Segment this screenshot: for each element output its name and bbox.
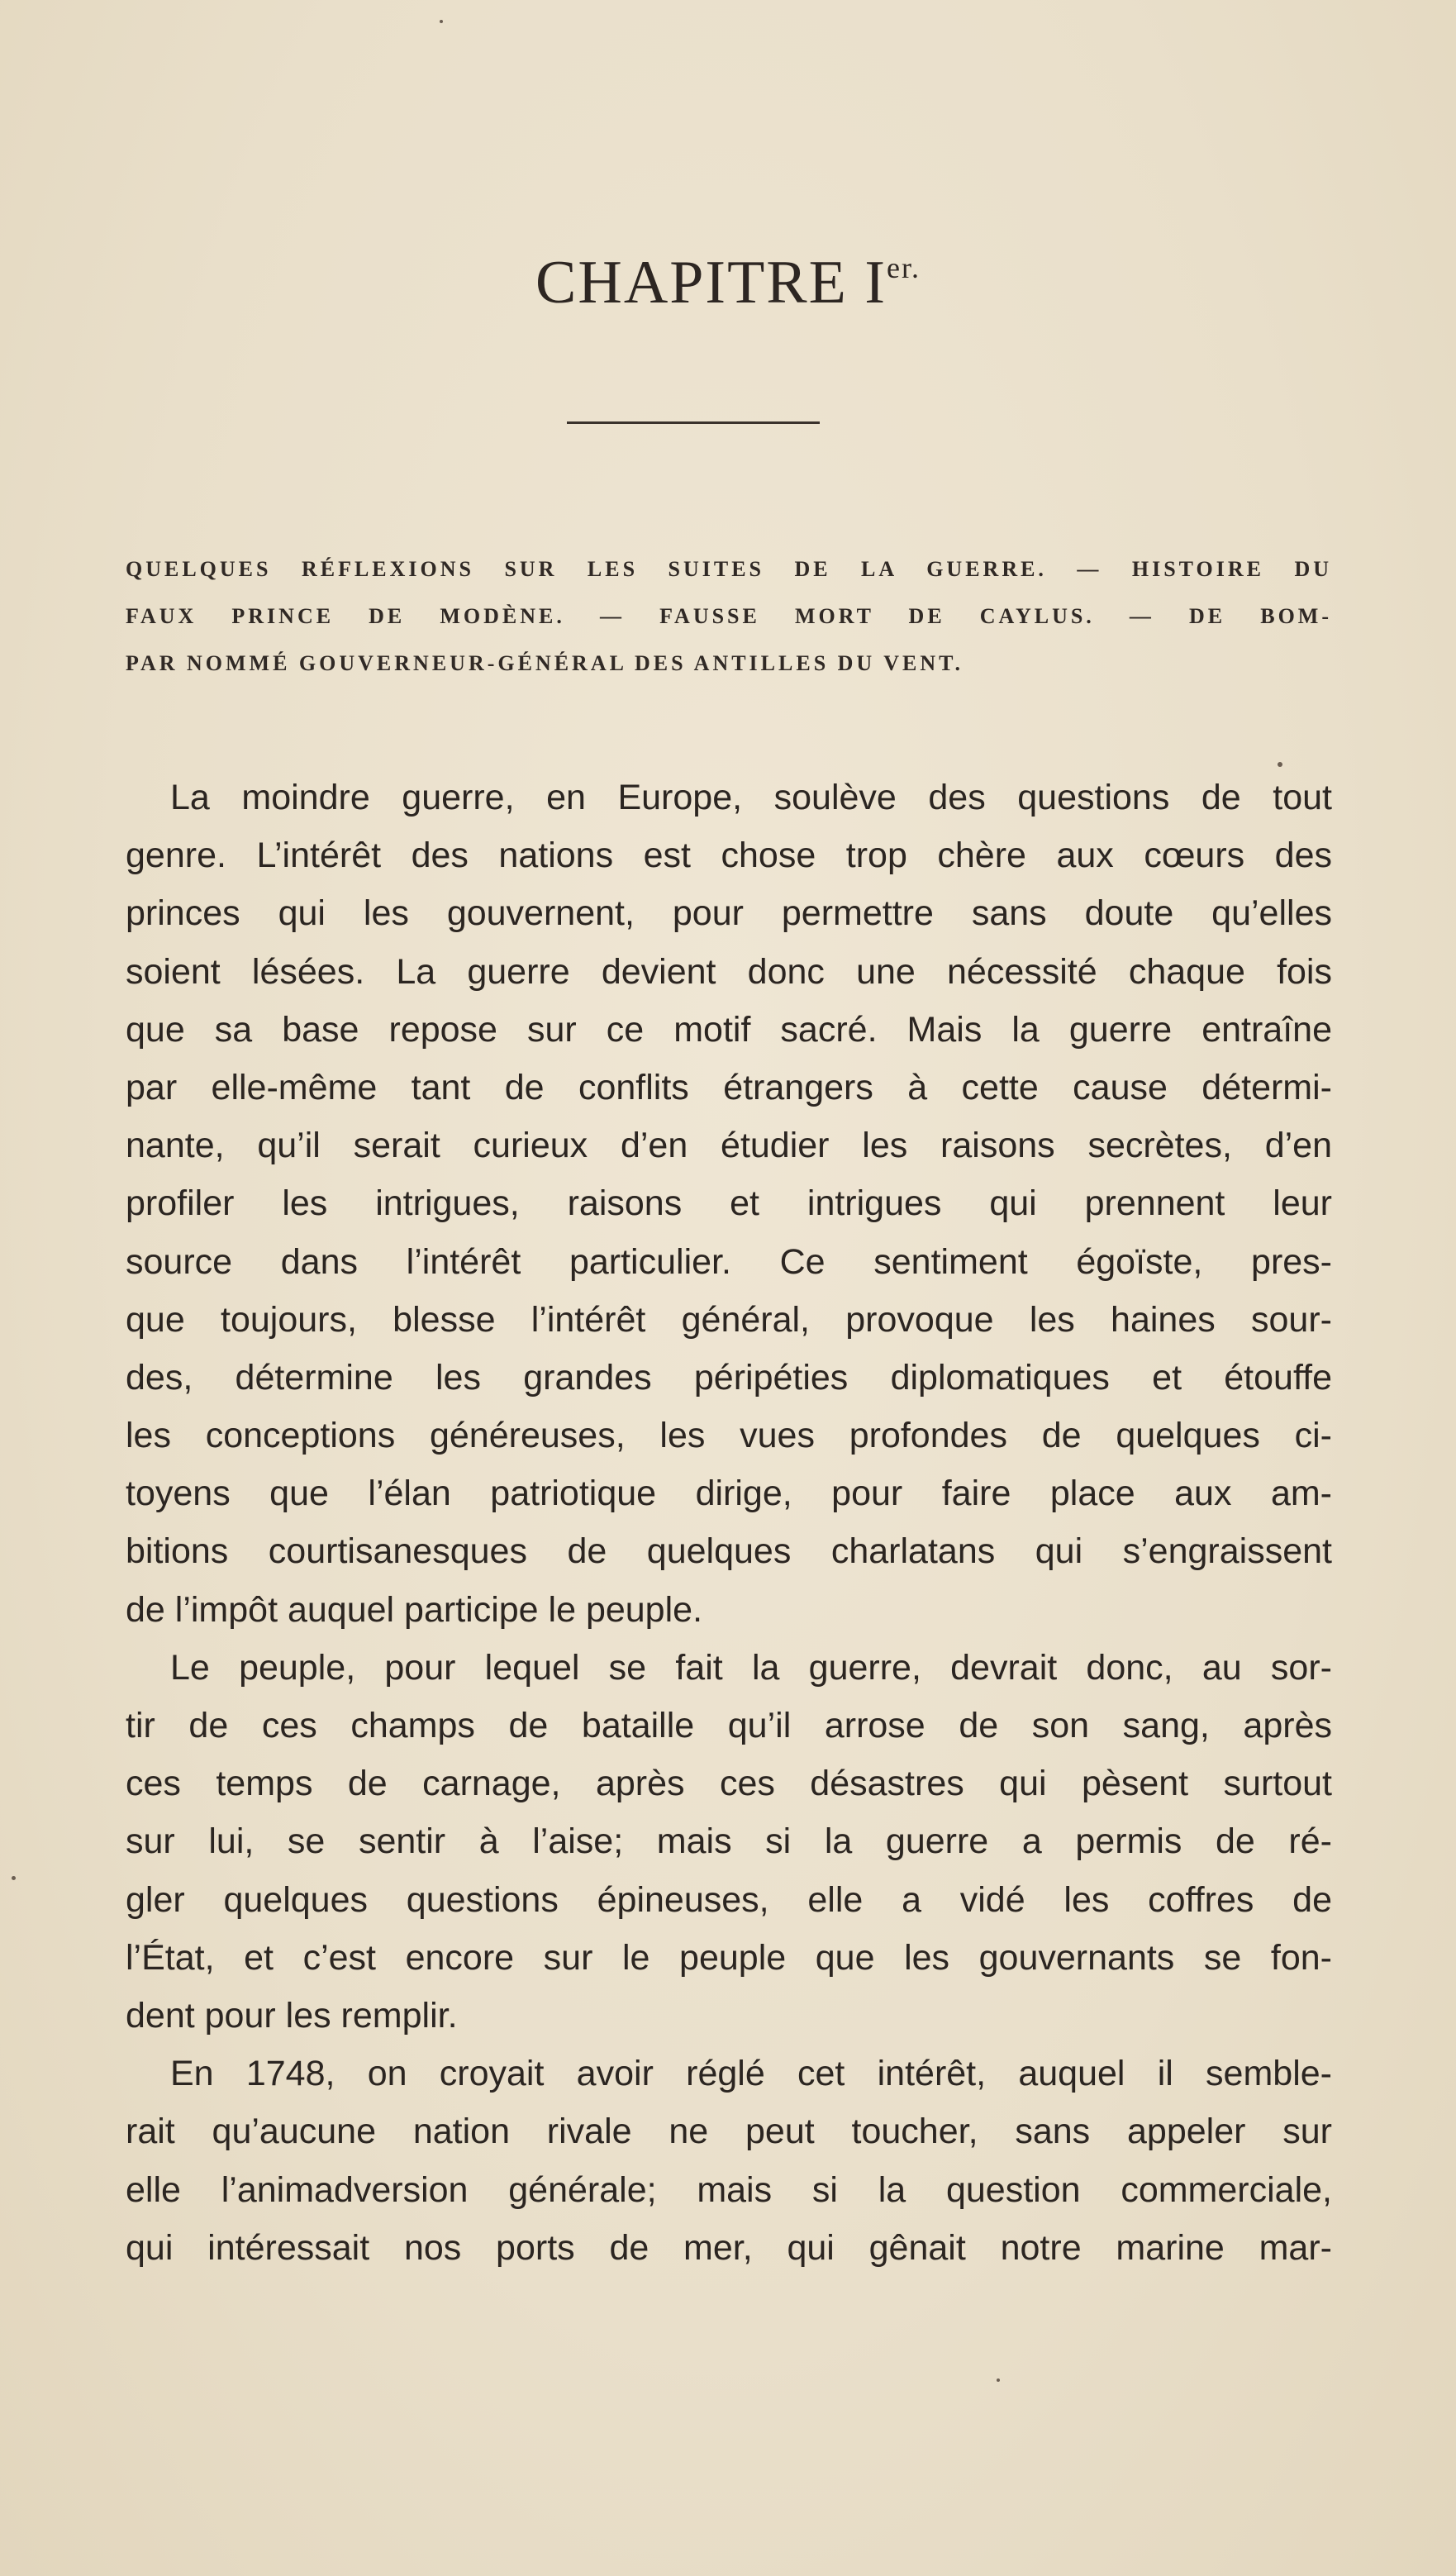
text-line: profiler les intrigues, raisons et intrigues qui prennent leur	[126, 1183, 1332, 1224]
text-line: toyens que l’élan patriotique dirige, pour faire place aux am-	[126, 1474, 1332, 1514]
chapter-body	[126, 769, 1332, 2277]
text-line: dent pour les remplir.	[126, 1995, 458, 2036]
text-line: sur lui, se sentir à l’aise; mais si la guerre a permis de ré-	[126, 1821, 1332, 1862]
text-line: La moindre guerre, en Europe, soulève des questions de tout	[170, 778, 1332, 817]
text-line: qui intéressait nos ports de mer, qui gênait notre marine mar-	[126, 2227, 1332, 2268]
text-line: bitions courtisanesques de quelques charlatans qui s’engraissent	[126, 1531, 1332, 1572]
text-line: les conceptions généreuses, les vues profondes de quelques ci-	[126, 1416, 1332, 1456]
text-line: En 1748, on croyait avoir réglé cet intérêt, auquel il semble-	[170, 2054, 1332, 2094]
text-line: elle l’animadversion générale; mais si la question commerciale,	[126, 2169, 1332, 2210]
text-line: gler quelques questions épineuses, elle a vidé les coffres de	[126, 1879, 1332, 1920]
paper-speck	[440, 20, 443, 23]
text-line: l’État, et c’est encore sur le peuple que les gouvernants se fon-	[126, 1937, 1332, 1978]
chapter-title-text: CHAPITRE I	[535, 249, 887, 317]
text-line: soient lésées. La guerre devient donc une nécessité chaque fois	[126, 951, 1332, 992]
paper-speck	[12, 1876, 16, 1880]
title-divider	[567, 421, 820, 424]
chapter-summary	[126, 545, 1332, 687]
text-line: tir de ces champs de bataille qu’il arrose de son sang, après	[126, 1706, 1332, 1745]
text-line: des, détermine les grandes péripéties diplomatiques et étouffe	[126, 1357, 1332, 1398]
text-line: Le peuple, pour lequel se fait la guerre, devrait donc, au sor-	[170, 1647, 1332, 1688]
chapter-title	[0, 248, 1456, 318]
summary-line: PAR NOMMÉ GOUVERNEUR-GÉNÉRAL DES ANTILLES DU VENT.	[126, 651, 964, 675]
paper-speck	[997, 2378, 1000, 2382]
text-line: de l’impôt auquel participe le peuple.	[126, 1589, 703, 1630]
text-line: princes qui les gouvernent, pour permettre sans doute qu’elles	[126, 893, 1332, 934]
text-line: par elle-même tant de conflits étrangers à cette cause détermi-	[126, 1067, 1332, 1107]
chapter-title-suffix: er.	[886, 251, 921, 284]
text-line: nante, qu’il serait curieux d’en étudier les raisons secrètes, d’en	[126, 1126, 1332, 1166]
text-line: que toujours, blesse l’intérêt général, provoque les haines sour-	[126, 1299, 1332, 1340]
text-line: ces temps de carnage, après ces désastres qui pèsent surtout	[126, 1764, 1332, 1804]
paper-speck	[1278, 762, 1282, 767]
text-line: rait qu’aucune nation rivale ne peut toucher, sans appeler sur	[126, 2112, 1332, 2152]
text-line: genre. L’intérêt des nations est chose trop chère aux cœurs des	[126, 836, 1332, 876]
summary-line: QUELQUES RÉFLEXIONS SUR LES SUITES DE LA GUERRE. — HISTOIRE DU	[126, 557, 1332, 581]
text-line: que sa base repose sur ce motif sacré. Mais la guerre entraîne	[126, 1009, 1332, 1050]
summary-line: FAUX PRINCE DE MODÈNE. — FAUSSE MORT DE CAYLUS. — DE BOM-	[126, 604, 1332, 628]
text-line: source dans l’intérêt particulier. Ce sentiment égoïste, pres-	[126, 1241, 1332, 1282]
